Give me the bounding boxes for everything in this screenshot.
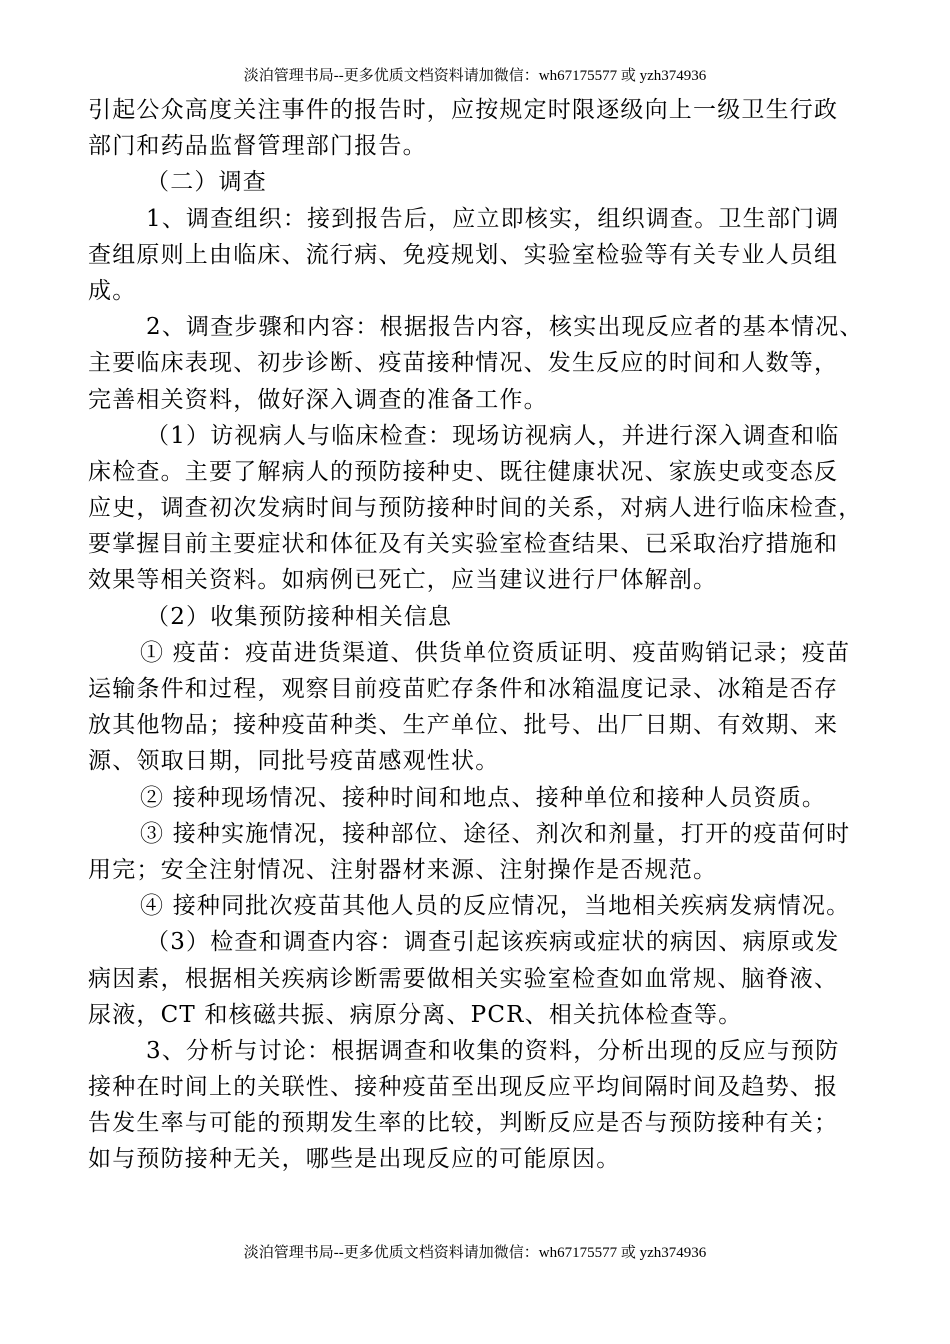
document-body <box>88 92 888 1178</box>
paragraph-line: 床检查。主要了解病人的预防接种史、既往健康状况、家族史或变态反 <box>88 458 839 485</box>
paragraph-line: 成。 <box>88 277 137 304</box>
paragraph-line: ② 接种现场情况、接种时间和地点、接种单位和接种人员资质。 <box>140 784 827 811</box>
paragraph-line: 引起公众高度关注事件的报告时，应按规定时限逐级向上一级卫生行政 <box>88 97 839 123</box>
section-heading: （二）调查 <box>146 169 267 196</box>
paragraph-line: 接种在时间上的关联性、接种疫苗至出现反应平均间隔时间及趋势、报 <box>88 1074 839 1101</box>
paragraph-line: 用完；安全注射情况、注射器材来源、注射操作是否规范。 <box>88 856 718 883</box>
paragraph-line: （1）访视病人与临床检查：现场访视病人，并进行深入调查和临 <box>146 422 840 449</box>
page-header-watermark: 淡泊管理书局--更多优质文档资料请加微信：wh67175577 或 yzh374936 <box>243 68 707 84</box>
paragraph-line: 部门和药品监督管理部门报告。 <box>88 133 427 160</box>
paragraph-line: 完善相关资料，做好深入调查的准备工作。 <box>88 386 548 413</box>
paragraph-line: ① 疫苗：疫苗进货渠道、供货单位资质证明、疫苗购销记录；疫苗 <box>140 639 851 666</box>
page-footer-watermark: 淡泊管理书局--更多优质文档资料请加微信：wh67175577 或 yzh374936 <box>243 1245 707 1261</box>
paragraph-line: 主要临床表现、初步诊断、疫苗接种情况、发生反应的时间和人数等， <box>88 350 839 377</box>
paragraph-line: （3）检查和调查内容：调查引起该疾病或症状的病因、病原或发 <box>146 929 840 956</box>
paragraph-line: 2、调查步骤和内容：根据报告内容，核实出现反应者的基本情况、 <box>146 314 864 341</box>
paragraph-line: 要掌握目前主要症状和体征及有关实验室检查结果、已采取治疗措施和 <box>88 531 839 558</box>
paragraph-line: 效果等相关资料。如病例已死亡，应当建议进行尸体解剖。 <box>88 567 718 594</box>
paragraph-line: 源、领取日期，同批号疫苗感观性状。 <box>88 748 500 775</box>
paragraph-line: 病因素，根据相关疾病诊断需要做相关实验室检查如血常规、脑脊液、 <box>88 965 839 992</box>
paragraph-line: 查组原则上由临床、流行病、免疫规划、实验室检验等有关专业人员组 <box>88 241 839 268</box>
paragraph-line: 放其他物品；接种疫苗种类、生产单位、批号、出厂日期、有效期、来 <box>88 712 839 739</box>
paragraph-line: 1、调查组织：接到报告后，应立即核实，组织调查。卫生部门调 <box>146 205 840 232</box>
paragraph-line: 运输条件和过程，观察目前疫苗贮存条件和冰箱温度记录、冰箱是否存 <box>88 676 839 702</box>
paragraph-line: 如与预防接种无关，哪些是出现反应的可能原因。 <box>88 1146 621 1173</box>
paragraph-line: 尿液，CT 和核磁共振、病原分离、PCR、相关抗体检查等。 <box>88 1001 743 1028</box>
paragraph-line: ③ 接种实施情况，接种部位、途径、剂次和剂量，打开的疫苗何时 <box>140 820 851 847</box>
subsection-heading: （2）收集预防接种相关信息 <box>146 603 453 630</box>
paragraph-line: 3、分析与讨论：根据调查和收集的资料，分析出现的反应与预防 <box>146 1037 840 1064</box>
paragraph-line: 告发生率与可能的预期发生率的比较，判断反应是否与预防接种有关； <box>88 1110 839 1137</box>
paragraph-line: 应史，调查初次发病时间与预防接种时间的关系，对病人进行临床检查， <box>88 495 863 522</box>
paragraph-line: ④ 接种同批次疫苗其他人员的反应情况，当地相关疾病发病情况。 <box>140 893 851 920</box>
